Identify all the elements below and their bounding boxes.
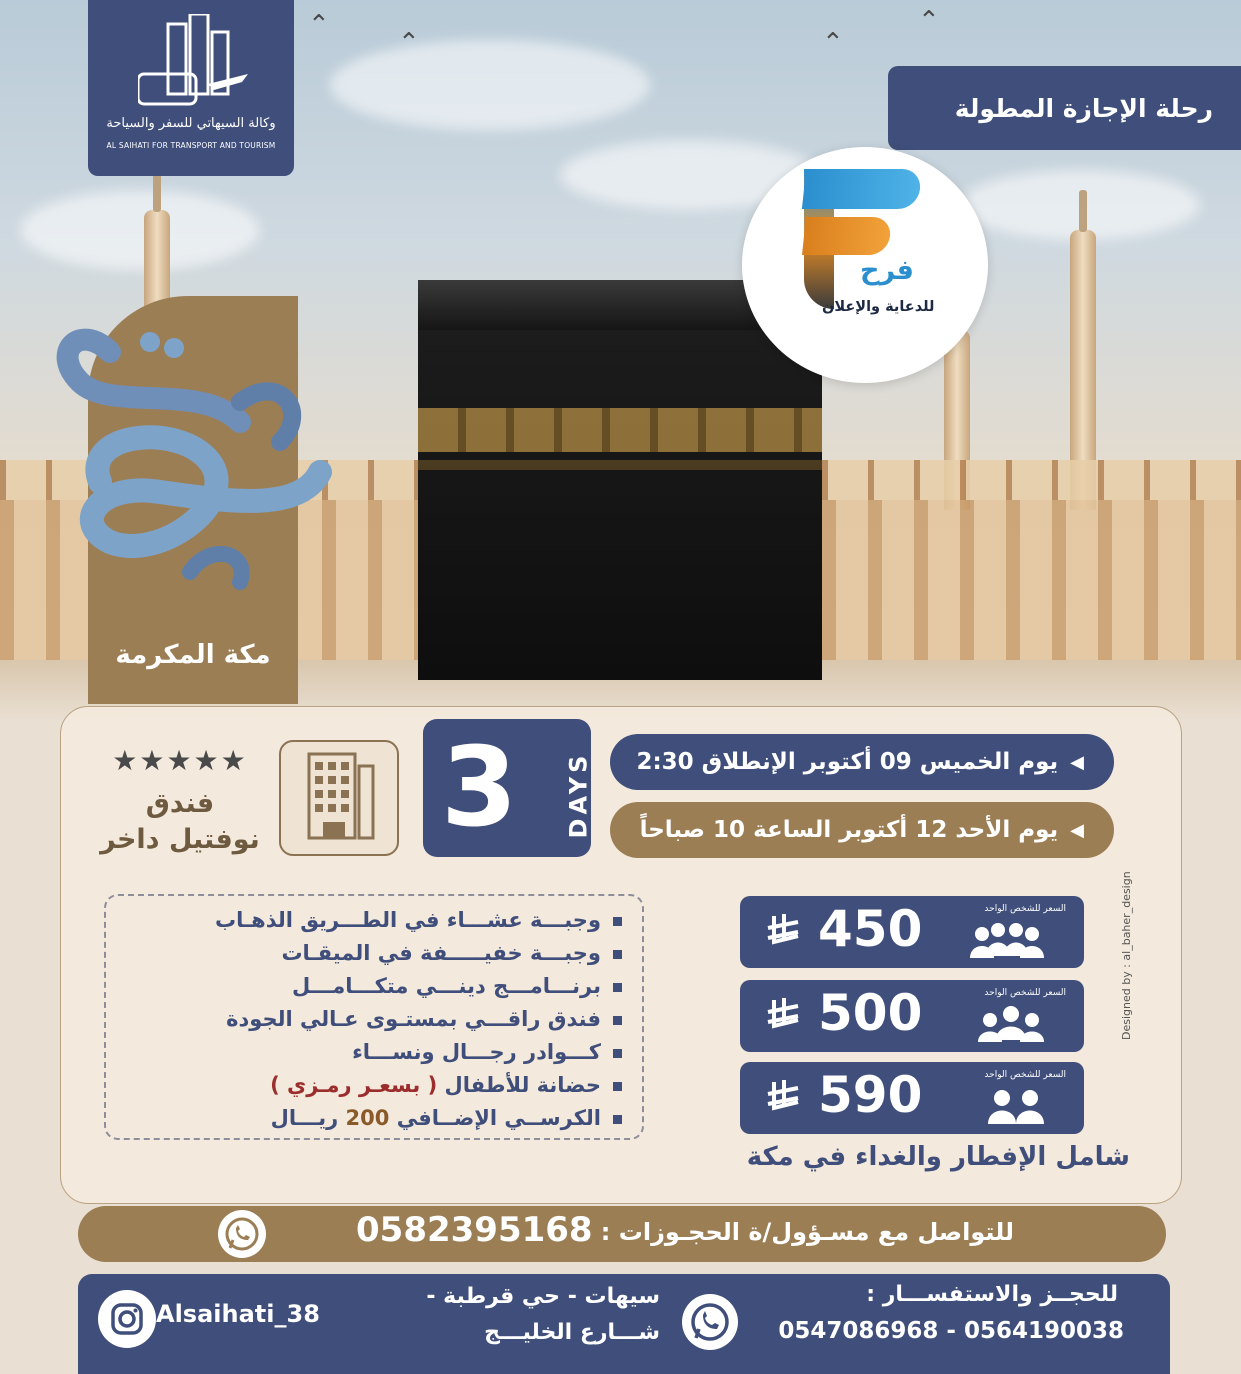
cloud [20, 190, 260, 270]
whatsapp-icon[interactable] [682, 1294, 738, 1350]
list-item: وجبـــة خفيـــــفة في الميقـات [106, 937, 622, 970]
departure-date [610, 734, 1114, 790]
bullet-icon [613, 1082, 622, 1091]
bird-icon: ⌃ [398, 28, 420, 58]
list-item: برنـــامـــج دينـــي متكـــامـــل [106, 970, 622, 1003]
sponsor-logo [742, 147, 988, 383]
address-line-1: سيهات - حي قرطبة - [426, 1284, 660, 1309]
bullet-icon [613, 983, 622, 992]
trip-title-banner [888, 66, 1241, 150]
price-per-person-label: السعر للشخص الواحد [984, 904, 1066, 914]
cloud [330, 40, 650, 130]
kids-price-note: ( بسعـر رمـزي ) [270, 1073, 438, 1097]
list-item-kids: حضانة للأطفال ( بسعـر رمـزي ) [106, 1069, 622, 1102]
riyal-symbol-icon [764, 912, 802, 950]
bird-icon: ⌃ [308, 10, 330, 40]
extra-seat-amount: 200 [345, 1106, 390, 1130]
price-card-4-persons [740, 896, 1084, 968]
instagram-handle[interactable]: Alsaihati_38 [156, 1300, 320, 1328]
price-per-person-label: السعر للشخص الواحد [984, 1070, 1066, 1080]
hotel-label-line1: فندق [145, 788, 215, 819]
sponsor-tagline: للدعاية والإعلان [822, 299, 935, 315]
hotel-label-line2: نوفتيل داخر [100, 824, 260, 856]
price-per-person-label: السعر للشخص الواحد [984, 988, 1066, 998]
hotel-icon [279, 740, 399, 856]
bullet-icon [613, 917, 622, 926]
instagram-icon[interactable] [98, 1290, 156, 1348]
duration-number: 3 [441, 723, 518, 851]
departure-text: يوم الخميس 09 أكتوبر الإنطلاق 2:30 [636, 749, 1059, 775]
features-list [104, 894, 644, 1140]
list-item: كـــوادر رجـــال ونســـاء [106, 1036, 622, 1069]
kaaba [418, 280, 822, 680]
colonnade-right [822, 460, 1241, 690]
list-item: وجبـــة عشـــاء في الطـــريق الذهـاب [106, 904, 622, 937]
booking-label: للحجــز والاستفســـار : [866, 1282, 1118, 1307]
price-card-3-persons [740, 980, 1084, 1052]
duration-unit: DAYS [564, 751, 593, 839]
city-name: مكة المكرمة [115, 640, 271, 670]
group-people-icon [976, 1004, 1046, 1044]
price-amount: 450 [818, 900, 923, 958]
group-people-icon [986, 1086, 1046, 1126]
bullet-icon [613, 1115, 622, 1124]
reservation-phone[interactable]: 0582395168 [356, 1210, 593, 1250]
riyal-symbol-icon [764, 1078, 802, 1116]
list-item: فندق راقـــي بمستـوى عـالي الجودة [106, 1003, 622, 1036]
agency-name-english: AL SAIHATI FOR TRANSPORT AND TOURISM [106, 141, 276, 150]
buildings-bus-plane-icon [138, 14, 248, 114]
footer-bar [78, 1274, 1170, 1374]
agency-logo [88, 0, 294, 176]
bullet-icon [613, 1016, 622, 1025]
agency-name-arabic: وكالة السيهاتي للسفر والسياحة [106, 116, 276, 131]
whatsapp-icon[interactable] [218, 1210, 266, 1258]
list-item-extra-seat: الكرســي الإضــافي 200 ريـــال [106, 1102, 622, 1135]
designer-credit: Designed by : al_baher_design [1120, 871, 1133, 1040]
riyal-symbol-icon [764, 996, 802, 1034]
price-amount: 590 [818, 1066, 923, 1124]
trip-title: رحلة الإجازة المطولة [954, 93, 1213, 123]
reservation-label: للتواصل مع مسـؤول/ة الحجـوزات : [600, 1218, 1014, 1246]
bird-icon: ⌃ [822, 28, 844, 58]
bullet-icon [613, 950, 622, 959]
bird-icon: ⌃ [918, 6, 940, 36]
umrah-calligraphy [40, 312, 340, 612]
address-line-2: شـــارع الخليـــج [484, 1320, 660, 1345]
duration-badge [423, 719, 591, 857]
sponsor-name: فرح [860, 255, 914, 286]
group-people-icon [968, 920, 1046, 960]
hotel-name [96, 786, 264, 859]
meals-included-note: شامل الإفطار والغداء في مكة [746, 1142, 1130, 1172]
play-arrow-icon: ◀ [1070, 751, 1084, 773]
price-amount: 500 [818, 984, 923, 1042]
return-date [610, 802, 1114, 858]
booking-phones[interactable]: 0547086968 - 0564190038 [778, 1318, 1124, 1344]
return-text: يوم الأحد 12 أكتوبر الساعة 10 صباحاً [639, 817, 1059, 843]
price-card-2-persons [740, 1062, 1084, 1134]
play-arrow-icon: ◀ [1070, 819, 1084, 841]
hotel-stars: ★★★★★ [112, 744, 248, 777]
bullet-icon [613, 1049, 622, 1058]
